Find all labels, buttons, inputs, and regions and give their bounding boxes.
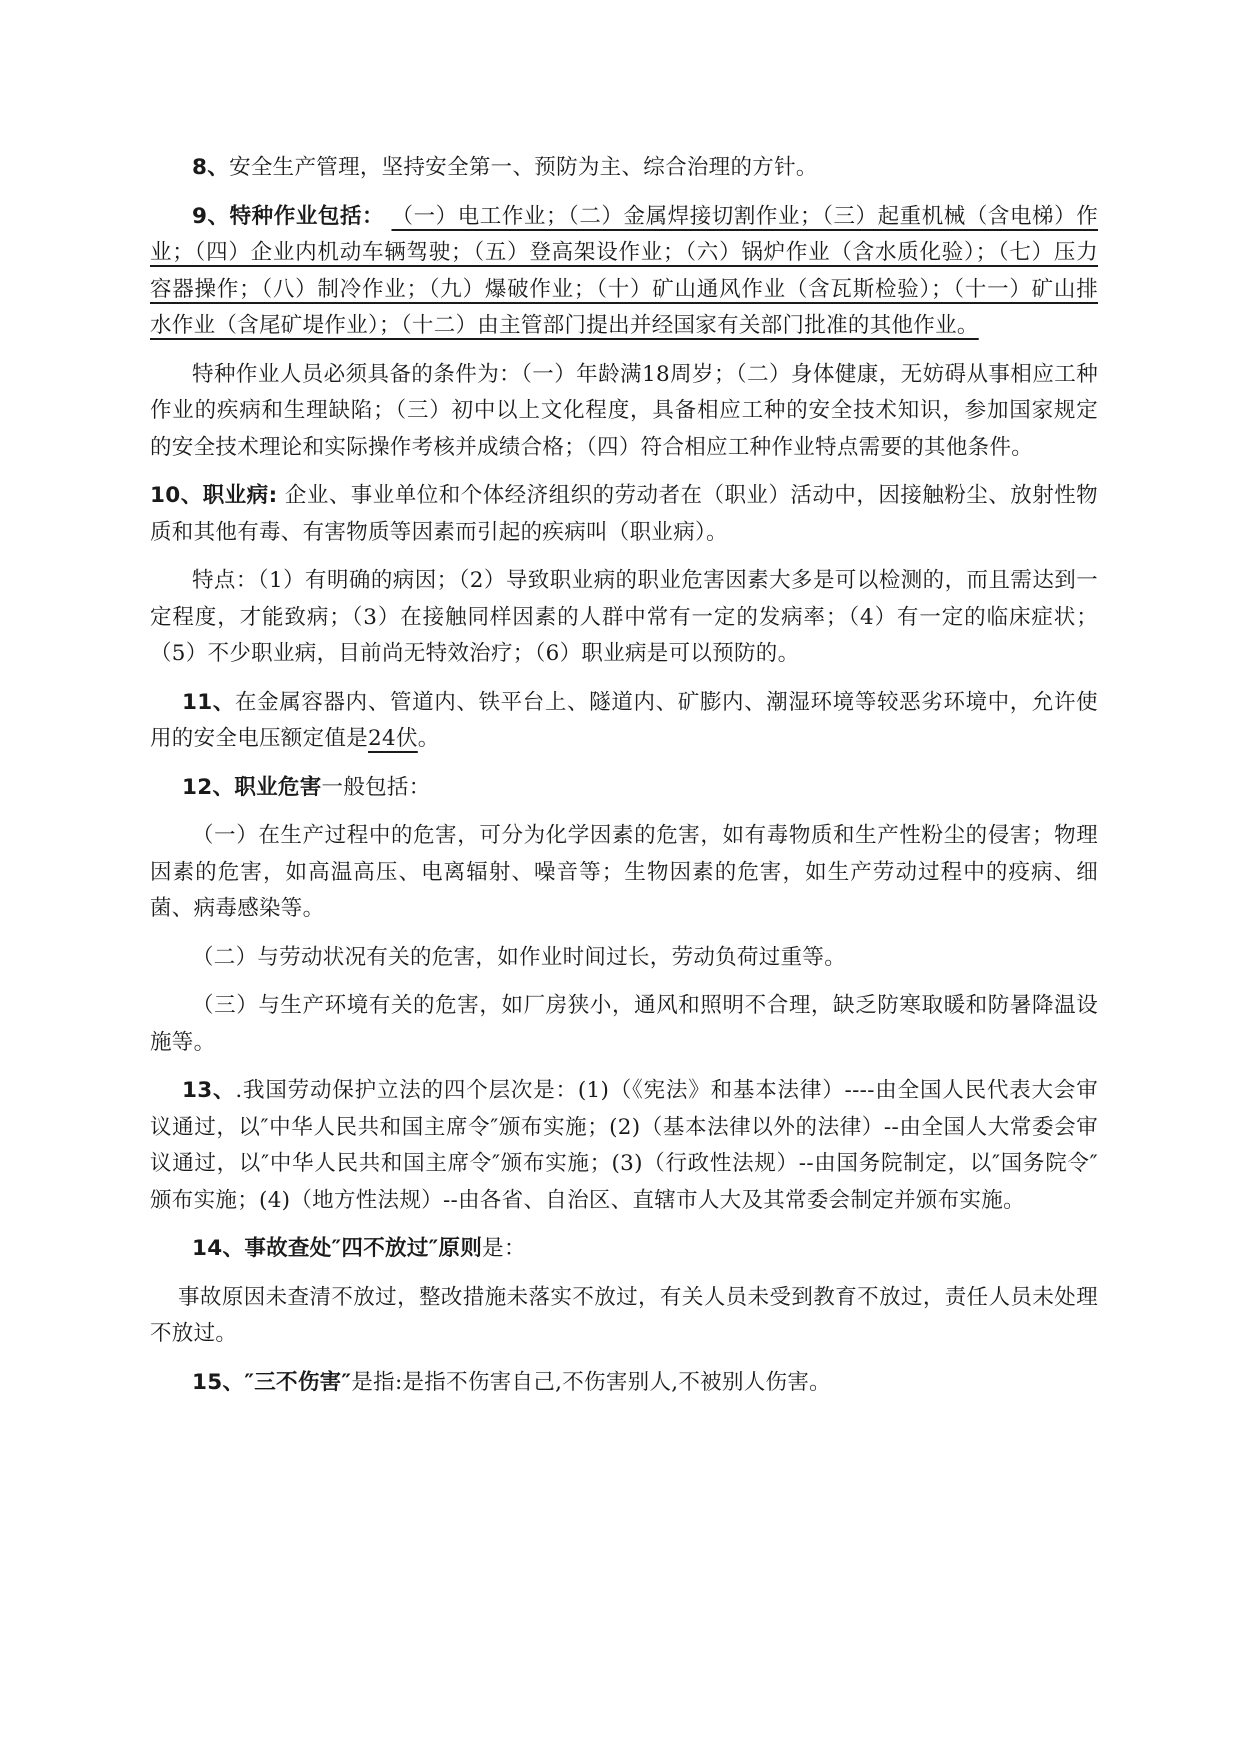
item-12-title: 职业危害	[234, 774, 322, 800]
item-9-number: 9、	[192, 203, 230, 229]
item-11-voltage-value: 24伏	[368, 726, 418, 751]
item-11-text: 在金属容器内、管道内、铁平台上、隧道内、矿膨内、潮湿环境等较恶劣环境中，允许使用的安全电压额定值是	[150, 689, 1098, 751]
item-10-body: 企业、事业单位和个体经济组织的劳动者在（职业）活动中，因接触粉尘、放射性物质和其他有毒、有害物质等因素而引起的疾病叫（职业病）。	[150, 483, 1098, 545]
item-8	[150, 150, 1098, 187]
item-14-tail: 是：	[482, 1236, 526, 1261]
item-13-number: 13、	[182, 1078, 236, 1103]
item-9-title: 特种作业包括：	[229, 203, 385, 229]
item-10-title: 职业病:	[202, 483, 278, 508]
item-15-number: 15、	[192, 1369, 245, 1395]
item-13	[150, 1073, 1098, 1219]
item-14-number: 14、	[192, 1236, 245, 1261]
item-10-number: 10、	[150, 483, 203, 508]
item-14-title: 事故查处″四不放过″原则	[244, 1236, 483, 1261]
item-11	[150, 685, 1098, 758]
item-15-title: ″三不伤害″	[244, 1369, 352, 1395]
item-12-part-3: （三）与生产环境有关的危害，如厂房狭小，通风和照明不合理，缺乏防寒取暖和防暑降温设施等。	[150, 993, 1098, 1055]
document-page	[150, 150, 1098, 1401]
item-13-text: .我国劳动保护立法的四个层次是：(1)（《宪法》和基本法律）----由全国人民代表大会审议通过，以″中华人民共和国主席令″颁布实施；(2)（基本法律以外的法律）--由全国人大常委会审议通过，以″中华人民共和国主席令″颁布实施；(3)（行政性法规）--由国务院制定，以″国务院令″颁布实施；(4)（地方性法规）--由各省、自治区、直辖市人大及其常委会制定并颁布实施。	[150, 1078, 1098, 1213]
item-12-tail: 一般包括：	[321, 774, 431, 800]
item-11-end: 。	[417, 726, 440, 751]
item-10	[150, 478, 1098, 551]
item-12-part-2: （二）与劳动状况有关的危害，如作业时间过长，劳动负荷过重等。	[192, 944, 847, 970]
item-12-number: 12、	[182, 774, 235, 800]
item-9-conditions: 特种作业人员必须具备的条件为：（一）年龄满18周岁；（二）身体健康，无妨碍从事相应工种作业的疾病和生理缺陷；（三）初中以上文化程度，具备相应工种的安全技术知识，参加国家规定的安全技术理论和实际操作考核并成绩合格；（四）符合相应工种作业特点需要的其他条件。	[150, 361, 1098, 460]
item-9-body: （一）电工作业；（二）金属焊接切割作业；（三）起重机械（含电梯）作业；（四）企业内机动车辆驾驶；（五）登高架设作业；（六）锅炉作业（含水质化验）；（七）压力容器操作；（八）制冷作业；（九）爆破作业；（十）矿山通风作业（含瓦斯检验）；（十一）矿山排水作业（含尾矿堤作业）；（十二）由主管部门提出并经国家有关部门批准的其他作业。	[150, 203, 1098, 338]
item-9	[150, 199, 1098, 345]
item-12-part-1: （一）在生产过程中的危害，可分为化学因素的危害，如有毒物质和生产性粉尘的侵害；物理因素的危害，如高温高压、电离辐射、噪音等；生物因素的危害，如生产劳动过程中的疫病、细菌、病毒感染等。	[150, 823, 1098, 921]
item-11-number: 11、	[182, 689, 235, 715]
item-14	[150, 1231, 1098, 1268]
item-10-features: 特点：（1）有明确的病因；（2）导致职业病的职业危害因素大多是可以检测的，而且需达到一定程度，才能致病；（3）在接触同样因素的人群中常有一定的发病率；（4）有一定的临床症状；（5）不少职业病，目前尚无特效治疗；（6）职业病是可以预防的。	[150, 568, 1098, 666]
item-14-body: 事故原因未查清不放过，整改措施未落实不放过，有关人员未受到教育不放过，责任人员未处理不放过。	[150, 1284, 1098, 1346]
item-12	[150, 770, 1098, 807]
item-8-text: 安全生产管理，坚持安全第一、预防为主、综合治理的方针。	[229, 155, 818, 180]
item-15-tail: 是指:是指不伤害自己,不伤害别人,不被别人伤害。	[351, 1369, 831, 1395]
item-8-number: 8、	[192, 155, 230, 180]
item-15	[150, 1365, 1098, 1402]
